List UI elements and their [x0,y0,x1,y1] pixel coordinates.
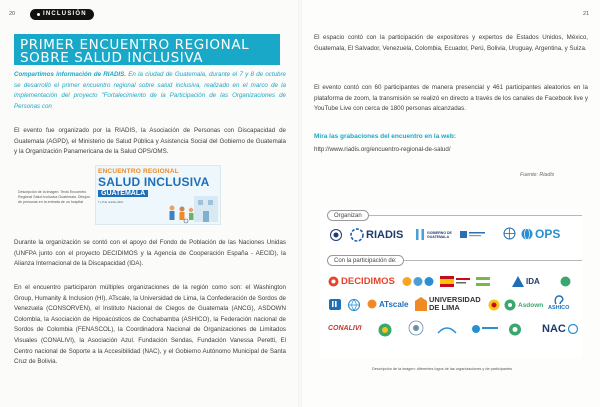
guatemala-wordmark: GOBIERNO DE GUATEMALA [427,230,452,239]
paho-emblem [503,227,516,241]
nac-symbol-icon [568,324,578,334]
logos-caption: Descripción de la imagen: diferentes logos de las organizaciones y de participantes [372,367,513,371]
vanessa-peretti-symbol-icon [436,323,458,336]
asdown-logo [504,299,543,311]
partner-logo [560,276,571,287]
atscale-logo [367,299,409,309]
riadis-logo [350,228,403,242]
ministry-logo [460,229,486,240]
intro-rest: En la ciudad de Guatemala, durante el 7 y 8 de octubre se desarrolló el primer encuentro regional sobre salud inclusiva, realizado en el marco de la implementación del proyecto "Fortalecimiento de la Participación de las Organizaciones de Personas con [14,71,287,110]
atscale-symbol-icon [367,299,377,309]
partner-symbol-icon [560,276,571,287]
decidimos-wordmark: DECIDIMOS [341,276,395,287]
organizers-label: Organizan [327,210,369,221]
paho-globe-icon [503,227,516,241]
page-number-left: 20 [9,11,16,17]
riadis-wordmark: RIADIS [366,229,404,241]
fenascol-seal-icon [378,323,392,337]
asdown-symbol-icon [504,299,516,311]
flag-icon [476,277,490,286]
agpd-logo [330,229,342,241]
ida-logo [512,276,540,287]
recordings-link[interactable]: http://www.riadis.org/encuentro-regional-de-salud/ [314,146,451,153]
poster-line-1: ENCUENTRO REGIONAL [98,168,179,175]
atscale-wordmark: ATscale [379,299,409,309]
nac-wordmark: NAC [542,323,566,335]
source-credit: Fuente: Riadis [520,172,555,178]
azul-symbol-icon [472,323,498,335]
sendas-emblem-icon [406,320,426,338]
ops-logo [521,227,560,241]
logos-panel [320,210,582,358]
hand-icon [328,298,342,311]
ops-wordmark: OPS [535,227,561,241]
universidad-lima-logo [415,296,481,312]
section-tag-dot-icon [37,13,40,16]
washington-group-logo [348,299,360,311]
spain-flag-icon [440,276,470,287]
de-lima-word: DE LIMA [429,303,460,312]
support-paragraph: Durante la organización se contó con el apoyo del Fondo de Población de las Naciones Unidas (UNFPA junto con el proyecto DECIDIMOS y la Agencia de Cooperación España - AECID), la Alianza Internacional de la Discapacidad (IDA). [14,239,286,268]
poster-sponsor-logos [98,217,158,222]
riadis-symbol-icon [350,228,364,242]
decidimos-logo [328,276,395,287]
ashico-stack [548,295,569,311]
vanessa-peretti-logo [436,323,458,336]
conalivi-wordmark: CONALIVI [328,325,362,332]
ministry-flag-logo [476,277,490,286]
sendas-logo [406,320,426,338]
guatemala-government-logo [415,228,455,241]
organizers-paragraph: El evento fue organizado por la RIADIS, la Asociación de Personas con Discapacidad de Guatemala (AGPD), el Ministerio de Salud Pública y Asistencia Social del Gobierno de Guatemala y la Organización Panamericana de la Salud OPS/OMS. [14,127,286,156]
ministry-emblem-icon [460,229,486,240]
fenascol-logo [378,323,392,337]
event-poster-image [95,165,221,225]
ashico-logo [548,295,569,311]
poster-date: 7 y 8 de octubre 2021 [98,201,124,204]
nac-logo [542,323,578,335]
ops-globe-icon [521,228,533,240]
decidimos-symbol-icon [328,276,339,287]
unfpa-logo [402,276,434,287]
santa-cruz-logo [508,323,522,336]
spain-cooperation-logo [440,276,470,287]
article-title-line-1: PRIMER ENCUENTRO REGIONAL [20,37,250,53]
attendance-paragraph: El evento contó con 60 participantes de manera presencial y 461 participantes aleatorios en la plataforma de zoom, la transmisión se realizó en directo a través de los canales de Facebook live y YouTube Live con cerca de 1800 personas alcanzadas. [314,84,588,113]
consorven-seal-icon [488,299,500,311]
asdown-wordmark: Asdown [518,301,544,309]
university-crest-icon [415,297,427,311]
agpd-seal-icon [330,229,342,241]
section-tag-label: INCLUSIÓN [43,11,87,17]
people-illustration-icon [164,194,220,224]
image-caption: Descripción de la imagen: Texto Encuentro Regional Salud Inclusiva Guatemala. Dibujos de personas en la entrada de un hospital [18,190,90,204]
poster-line-2: SALUD INCLUSIVA [98,175,210,189]
universidad-word: UNIVERSIDAD [429,295,481,304]
ida-symbol-icon [512,276,524,287]
globe-icon [348,299,360,311]
speakers-paragraph: El espacio contó con la participación de expositores y expertos de Estados Unidos, México, Guatemala, El Salvador, Venezuela, Colombia, Ecuador, Perú, Bolivia, Uruguay, Argentina, y Suiza. [314,34,588,52]
ashico-wordmark: ASHICO [548,305,570,311]
santa-cruz-seal-icon [508,323,522,336]
book-spine [298,0,302,407]
article-title-block [14,34,280,65]
ida-wordmark: IDA [526,277,540,286]
consorven-logo [488,299,500,311]
page-number-right: 21 [583,11,590,17]
poster-line-3: GUATEMALA [98,190,148,197]
participants-label: Con la participación de: [327,255,404,266]
intro-paragraph [14,70,286,112]
intro-lead: Compartimos información de RIADIS. [14,71,127,78]
universidad-lima-wordmark [429,296,481,312]
conalivi-logo [328,325,361,332]
azul-logo [472,323,498,335]
article-title-line-2: SOBRE SALUD INCLUSIVA [20,50,204,66]
participants-paragraph: En el encuentro participaron múltiples organizaciones de la región como son: el Washington Group, Humanity & Inclusion (HI), ATscale, la Universidad de Lima, la Confederación de Sordos de Venezuela (CONSORVEN), el Instituto Nacional de Ciegos de Guatemala (ANCG), ASDOWN Colombia, la Asociación de Hipoacústicos de Cochabamba (ASHICO), la Federación nacional de Sordos de Colombia (FENASCOL), la Coordinadora Nacional de Organizaciones de Limitados Visuales (CONALIVI), la Asociación Azul. Fundación Sendas, Fundación Vanessa Peretti, El Centro nacional de Soporte a la Accesibilidad (NAC), y el Gobierno Autónomo Municipal de Santa Cruz de Bolivia. [14,284,286,366]
unfpa-emblem-icon [402,276,434,287]
humanity-inclusion-logo [328,298,342,311]
guatemala-emblem-icon [415,228,425,241]
recordings-heading: Mira las grabaciones del encuentro en la web: [314,133,456,140]
ashico-ear-icon [553,295,565,305]
